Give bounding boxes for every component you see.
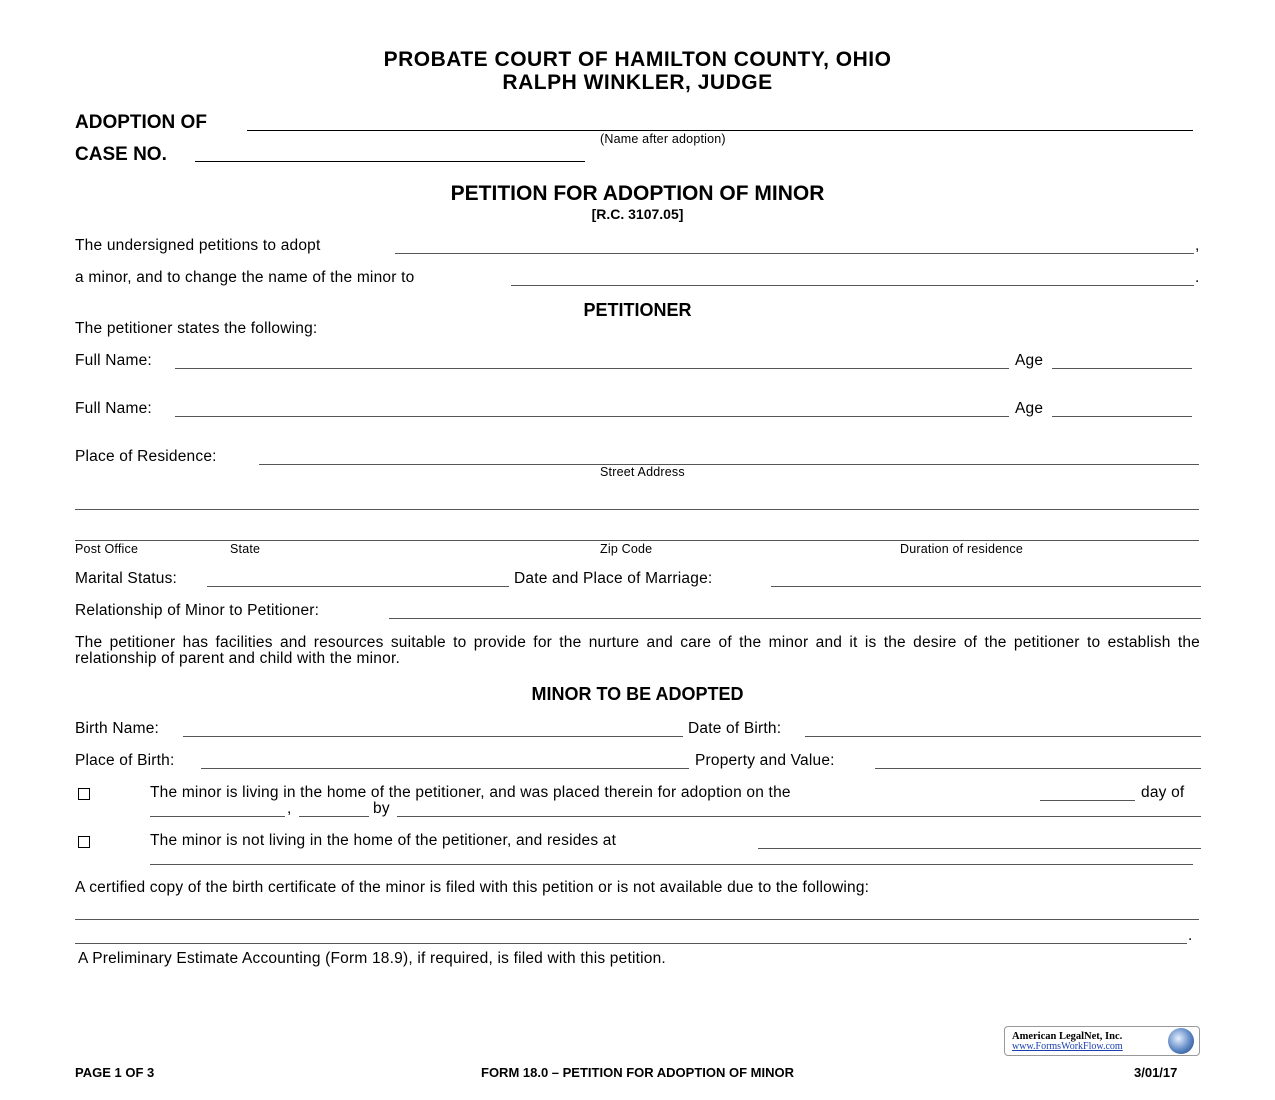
adoption-name-field[interactable] [247, 130, 1193, 131]
marital-status-field[interactable] [207, 586, 509, 587]
relationship-field[interactable] [389, 618, 1201, 619]
dob-label: Date of Birth: [688, 720, 782, 737]
petitioner-states: The petitioner states the following: [75, 320, 318, 337]
facilities-statement: The petitioner has facilities and resources suitable to provide for the nurture and care of the minor and it is the desire of the petitioner to establish the relationship of parent and child with the minor. [75, 634, 1200, 667]
birth-cert-reason-line-1[interactable] [75, 919, 1199, 920]
new-name-field[interactable] [511, 285, 1194, 286]
placement-day-field[interactable] [1040, 800, 1135, 801]
living-in-home-checkbox[interactable] [78, 788, 90, 800]
case-no-field[interactable] [195, 161, 585, 162]
street-address-field[interactable] [259, 464, 1199, 465]
american-legalnet-logo [1004, 1026, 1200, 1056]
age-label-1: Age [1015, 352, 1044, 369]
minor-heading: MINOR TO BE ADOPTED [531, 684, 744, 704]
period: . [1195, 269, 1200, 286]
full-name-field-1[interactable] [175, 368, 1009, 369]
change-name-label: a minor, and to change the name of the minor to [75, 269, 415, 286]
residence-label: Place of Residence: [75, 448, 217, 465]
property-label: Property and Value: [695, 752, 835, 769]
relationship-label: Relationship of Minor to Petitioner: [75, 602, 320, 619]
pob-label: Place of Birth: [75, 752, 175, 769]
day-of-text: day of [1141, 784, 1185, 801]
residence-line-2[interactable] [75, 509, 1199, 510]
duration-caption: Duration of residence [900, 542, 1024, 556]
name-after-adoption-note: (Name after adoption) [600, 132, 726, 146]
placement-month-field[interactable] [150, 816, 285, 817]
residence-line-3[interactable] [75, 540, 1199, 541]
birth-name-label: Birth Name: [75, 720, 160, 737]
logo-url[interactable]: www.FormsWorkFlow.com [1012, 1041, 1123, 1052]
judge-name: RALPH WINKLER, JUDGE [502, 71, 773, 94]
age-label-2: Age [1015, 400, 1044, 417]
living-in-home-text: The minor is living in the home of the petitioner, and was placed therein for adoption on the [150, 784, 791, 801]
full-name-label-1: Full Name: [75, 352, 152, 369]
age-field-1[interactable] [1052, 368, 1192, 369]
property-field[interactable] [875, 768, 1201, 769]
resides-at-field[interactable] [758, 848, 1201, 849]
statute-reference: [R.C. 3107.05] [591, 206, 684, 222]
petition-to-adopt-label: The undersigned petitions to adopt [75, 237, 321, 254]
street-address-caption: Street Address [600, 465, 685, 479]
court-name: PROBATE COURT OF HAMILTON COUNTY, OHIO [383, 48, 892, 71]
full-name-field-2[interactable] [175, 416, 1009, 417]
form-title: PETITION FOR ADOPTION OF MINOR [450, 182, 825, 205]
state-caption: State [230, 542, 261, 556]
placement-year-field[interactable] [299, 816, 369, 817]
logo-name: American LegalNet, Inc. [1012, 1031, 1123, 1042]
page-number: PAGE 1 OF 3 [75, 1065, 155, 1080]
form-name-footer: FORM 18.0 – PETITION FOR ADOPTION OF MINOR [481, 1065, 794, 1080]
petitioner-heading: PETITIONER [583, 300, 692, 320]
estimate-accounting-text: A Preliminary Estimate Accounting (Form 18.9), if required, is filed with this petition. [78, 950, 666, 967]
marital-status-label: Marital Status: [75, 570, 178, 587]
dob-field[interactable] [805, 736, 1201, 737]
birth-name-field[interactable] [183, 736, 683, 737]
age-field-2[interactable] [1052, 416, 1192, 417]
marriage-label: Date and Place of Marriage: [514, 570, 713, 587]
adoptee-name-field[interactable] [395, 253, 1194, 254]
period-2: . [1188, 927, 1193, 944]
pob-field[interactable] [201, 768, 689, 769]
birth-certificate-text: A certified copy of the birth certificate of the minor is filed with this petition or is not available due to the following: [75, 879, 870, 896]
comma: , [1195, 237, 1200, 254]
not-living-in-home-text: The minor is not living in the home of the petitioner, and resides at [150, 832, 617, 849]
marriage-field[interactable] [771, 586, 1201, 587]
adoption-of-label: ADOPTION OF [75, 112, 207, 133]
birth-cert-reason-line-2[interactable] [75, 943, 1187, 944]
globe-icon [1168, 1028, 1194, 1054]
post-office-caption: Post Office [75, 542, 139, 556]
placed-by-field[interactable] [397, 816, 1201, 817]
case-no-label: CASE NO. [75, 144, 167, 165]
full-name-label-2: Full Name: [75, 400, 152, 417]
comma-2: , [287, 800, 292, 817]
zip-code-caption: Zip Code [600, 542, 653, 556]
resides-at-line-2[interactable] [150, 864, 1193, 865]
form-date: 3/01/17 [1134, 1065, 1178, 1080]
by-text: by [373, 800, 390, 817]
not-living-in-home-checkbox[interactable] [78, 836, 90, 848]
